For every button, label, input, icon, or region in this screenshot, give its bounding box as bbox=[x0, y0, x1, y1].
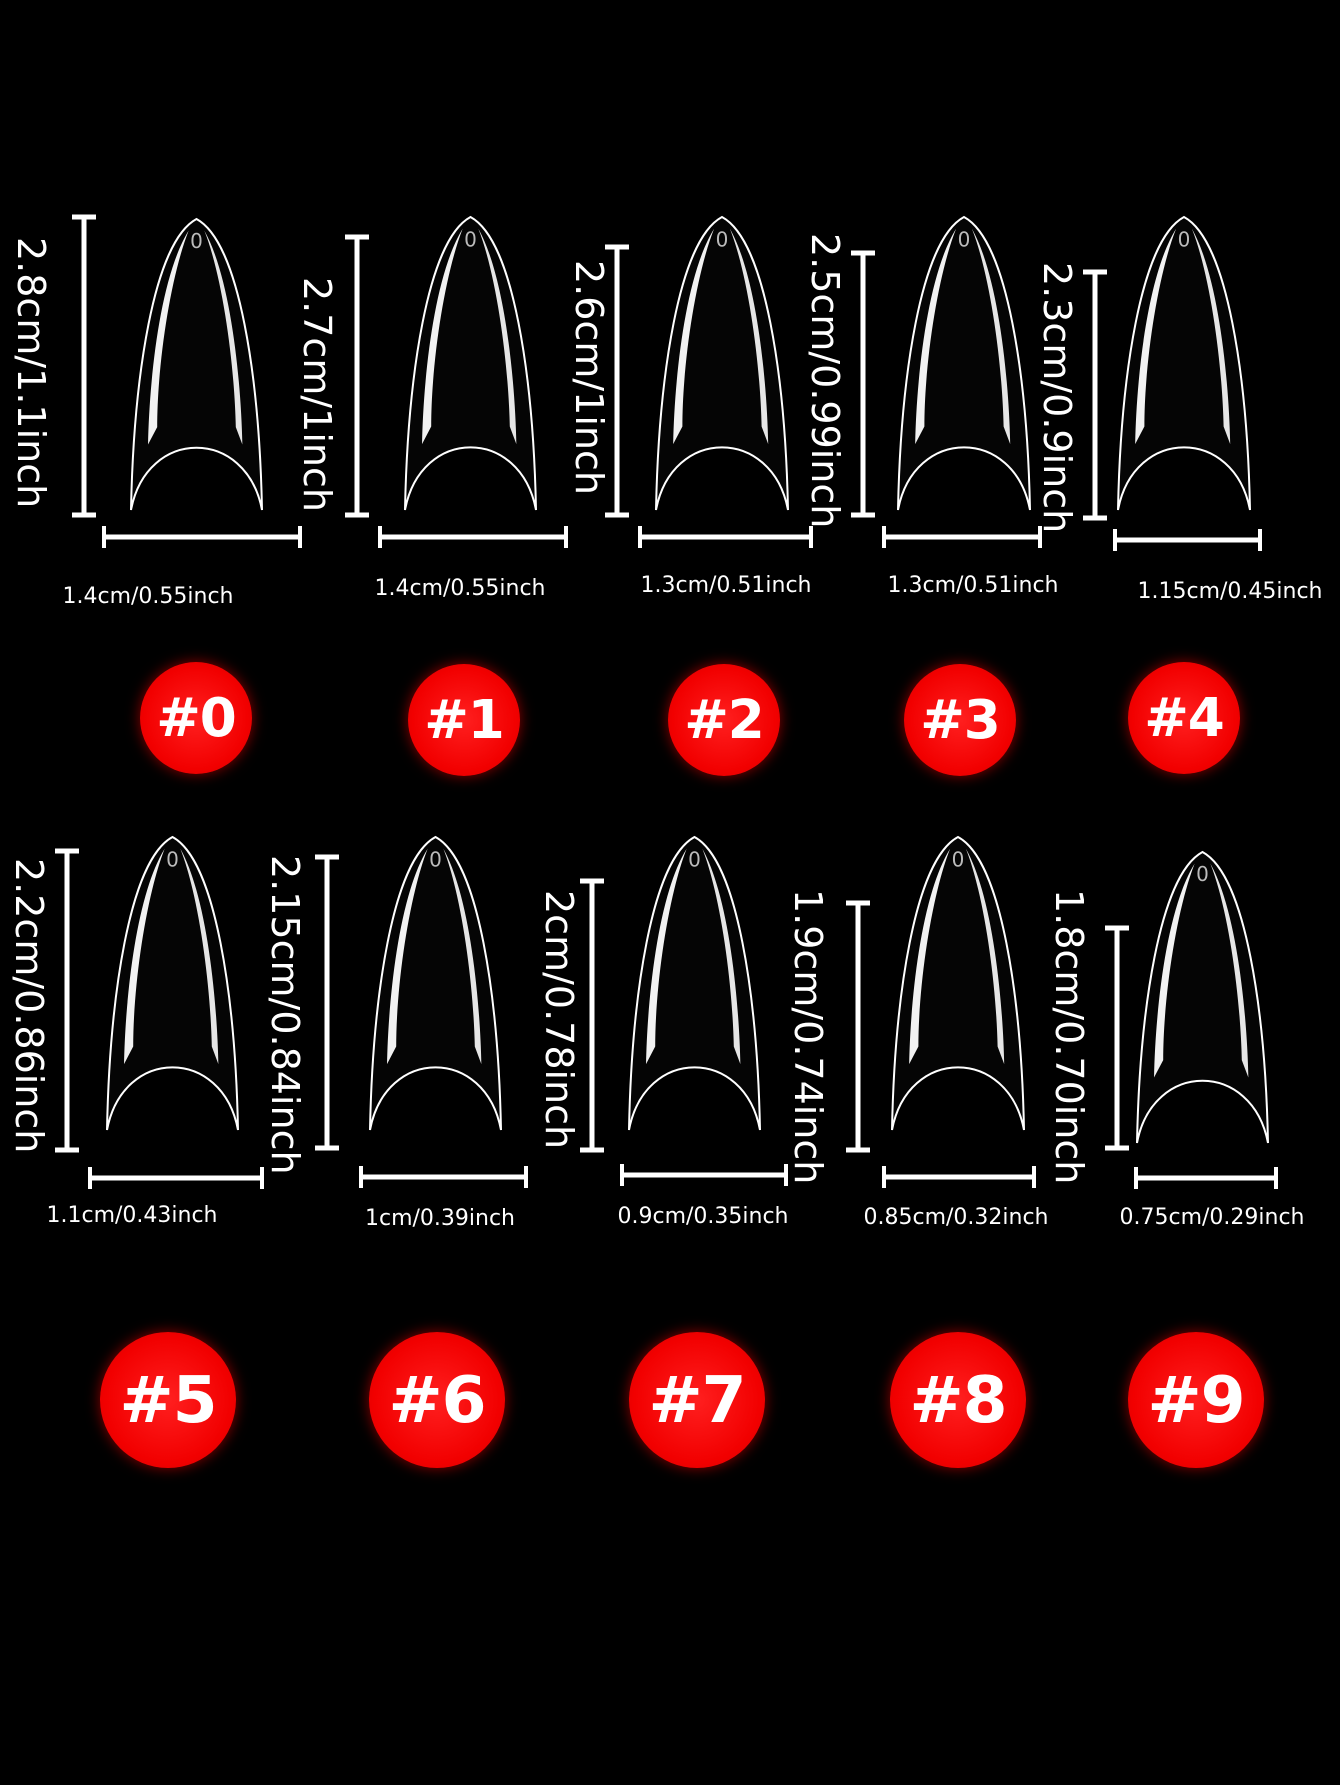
nail-tip-shape bbox=[892, 837, 1024, 1130]
nail-width-label: 0.85cm/0.32inch bbox=[863, 1205, 1049, 1230]
nail-height-label: 2.8cm/1.1inch bbox=[9, 237, 53, 509]
nail-width-label: 1.4cm/0.55inch bbox=[62, 584, 234, 609]
nail-width-label: 1.3cm/0.51inch bbox=[640, 573, 812, 598]
size-badge: #0 bbox=[140, 662, 252, 774]
nail-height-label: 1.8cm/0.70inch bbox=[1047, 889, 1091, 1185]
nail-4 bbox=[1083, 217, 1260, 551]
nail-width-label: 1.3cm/0.51inch bbox=[887, 573, 1059, 598]
nail-height-label: 2.2cm/0.86inch bbox=[7, 858, 51, 1154]
nail-size-mark: 0 bbox=[951, 847, 965, 872]
nail-tip-shape bbox=[1118, 217, 1250, 510]
nail-width-label: 0.75cm/0.29inch bbox=[1119, 1205, 1305, 1230]
nail-height-label: 2cm/0.78inch bbox=[537, 890, 581, 1150]
nail-size-mark: 0 bbox=[957, 227, 971, 252]
nail-size-mark: 0 bbox=[715, 227, 729, 252]
nail-tip-shape bbox=[405, 217, 536, 510]
nail-height-label: 2.15cm/0.84inch bbox=[263, 855, 307, 1175]
nail-size-mark: 0 bbox=[464, 227, 477, 252]
size-badge: #8 bbox=[890, 1332, 1026, 1468]
nail-size-mark: 0 bbox=[688, 847, 701, 872]
nail-height-label: 2.6cm/1inch bbox=[567, 260, 611, 495]
nail-tip-shape bbox=[370, 837, 501, 1130]
nail-height-label: 1.9cm/0.74inch bbox=[786, 889, 830, 1185]
nail-tip-shape bbox=[629, 837, 760, 1130]
nail-8 bbox=[846, 837, 1034, 1188]
nail-5 bbox=[55, 837, 262, 1189]
nail-tip-shape bbox=[898, 217, 1030, 510]
nail-2 bbox=[605, 217, 811, 548]
nail-size-mark: 0 bbox=[166, 847, 179, 872]
nail-width-label: 0.9cm/0.35inch bbox=[617, 1204, 789, 1229]
size-badge: #7 bbox=[629, 1332, 765, 1468]
nail-3 bbox=[851, 217, 1040, 548]
nail-size-mark: 0 bbox=[1196, 862, 1209, 887]
nail-6 bbox=[315, 837, 526, 1188]
size-badge: #5 bbox=[100, 1332, 236, 1468]
size-badge: #1 bbox=[408, 664, 520, 776]
nail-width-label: 1cm/0.39inch bbox=[364, 1206, 515, 1231]
nail-width-label: 1.4cm/0.55inch bbox=[374, 576, 546, 601]
nail-tip-shape bbox=[107, 837, 238, 1130]
nail-size-mark: 0 bbox=[190, 229, 203, 254]
size-badge: #4 bbox=[1128, 662, 1240, 774]
size-badge: #3 bbox=[904, 664, 1016, 776]
nail-1 bbox=[345, 217, 566, 548]
nail-height-label: 2.7cm/1inch bbox=[295, 277, 339, 512]
nail-width-label: 1.15cm/0.45inch bbox=[1137, 579, 1323, 604]
nail-size-mark: 0 bbox=[429, 847, 442, 872]
size-badge: #2 bbox=[668, 664, 780, 776]
nail-0 bbox=[72, 217, 300, 548]
size-badge: #6 bbox=[369, 1332, 505, 1468]
nail-7 bbox=[580, 837, 786, 1186]
nail-9 bbox=[1105, 852, 1276, 1189]
size-badge: #9 bbox=[1128, 1332, 1264, 1468]
nail-height-label: 2.3cm/0.9inch bbox=[1035, 262, 1079, 534]
nail-tip-shape bbox=[131, 219, 262, 510]
nail-width-label: 1.1cm/0.43inch bbox=[46, 1203, 218, 1228]
nail-tip-shape bbox=[1137, 852, 1268, 1143]
nail-size-mark: 0 bbox=[1177, 227, 1191, 252]
nail-height-label: 2.5cm/0.99inch bbox=[803, 233, 847, 529]
nail-tip-shape bbox=[656, 217, 788, 510]
